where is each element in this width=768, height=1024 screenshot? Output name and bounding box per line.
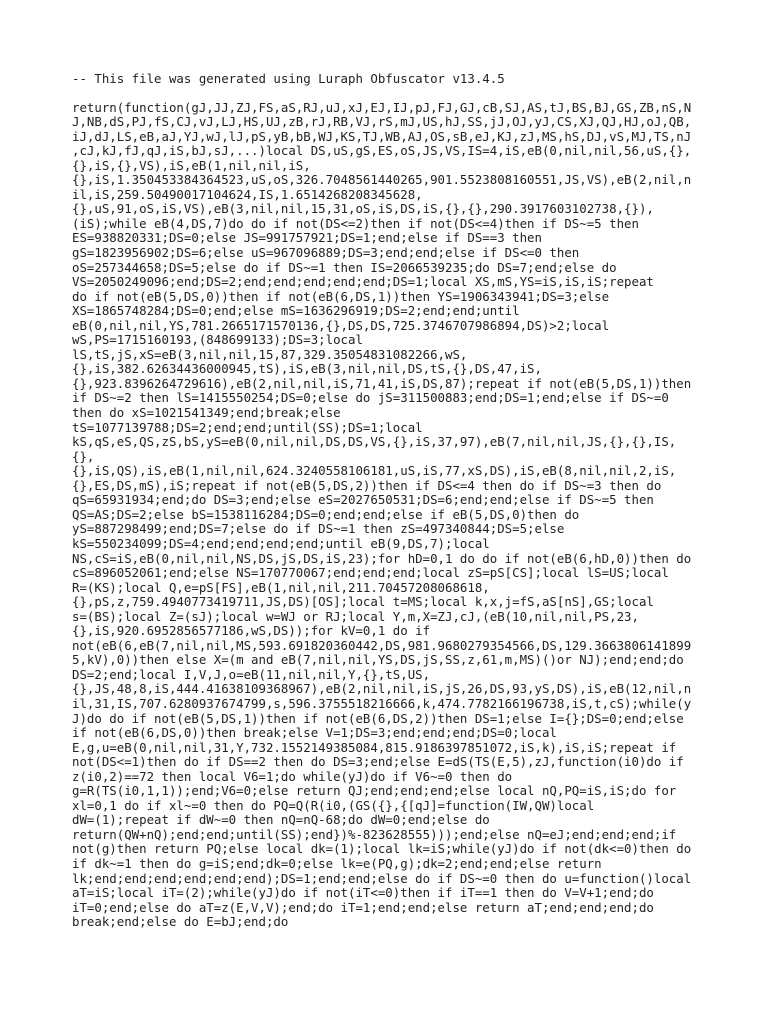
code-line: 5,kV),0))then else X=(m and eB(7,nil,nil,YS,DS,jS,SS,z,61,m,MS)()or NJ);end;end;do [72, 653, 684, 668]
code-line: kS,qS,eS,QS,zS,bS,yS=eB(0,nil,nil,DS,DS,VS,{},iS,37,97),eB(7,nil,nil,JS,{},{},IS, [72, 435, 677, 450]
code-line: {},iS,{},VS),iS,eB(1,nil,nil,iS, [72, 158, 311, 173]
code-line: eB(0,nil,nil,YS,781.2665171570136,{},DS,DS,725.3746707986894,DS)>2;local [72, 318, 610, 333]
code-line: iT=0;end;else do aT=z(E,V,V);end;do iT=1;end;end;else return aT;end;end;end;do [72, 900, 654, 915]
code-line: {},iS,QS),iS,eB(1,nil,nil,624.3240558106181,uS,iS,77,xS,DS),iS,eB(8,nil,nil,2,iS, [72, 464, 677, 479]
code-line: iJ,dJ,LS,eB,aJ,YJ,wJ,lJ,pS,yB,bB,WJ,KS,TJ,WB,AJ,OS,sB,eJ,KJ,zJ,MS,hS,DJ,vS,MJ,TS,nJ [72, 129, 692, 144]
code-line: do if not(eB(5,DS,0))then if not(eB(6,DS,1))then YS=1906343941;DS=3;else [72, 289, 610, 304]
code-line: {},uS,91,oS,iS,VS),eB(3,nil,nil,15,31,oS,iS,DS,iS,{},{},290.3917603102738,{}), [72, 202, 654, 217]
code-line: cS=896052061;end;else NS=170770067;end;end;end;local zS=pS[CS];local lS=US;local [72, 566, 669, 581]
code-line: if dk~=1 then do g=iS;end;dk=0;else lk=e(PQ,g);dk=2;end;end;else return [72, 856, 602, 871]
code-line: not(eB(6,eB(7,nil,nil,MS,593.691820360442,DS,981.9680279354566,DS,129.3663806141899 [72, 638, 692, 653]
code-line: {}, [72, 449, 95, 464]
code-line: NS,cS=iS,eB(0,nil,nil,NS,DS,jS,DS,iS,23);for hD=0,1 do do if not(eB(6,hD,0))then do [72, 551, 692, 566]
code-line: not(DS<=1)then do if DS==2 then do DS=3;end;else E=dS(TS(E,5),zJ,function(i0)do if [72, 755, 684, 770]
code-line: {},pS,z,759.4940773419711,JS,DS)[OS];local t=MS;local k,x,j=fS,aS[nS],GS;local [72, 595, 654, 610]
code-line: {},ES,DS,mS),iS;repeat if not(eB(5,DS,2))then if DS<=4 then do if DS~=3 then do [72, 478, 662, 493]
code-line: not(g)then return PQ;else local dk=(1);local lk=iS;while(yJ)do if not(dk<=0)then do [72, 842, 692, 857]
code-block [72, 101, 697, 930]
code-line: XS=1865748284;DS=0;end;else mS=1636296919;DS=2;end;end;until [72, 304, 520, 319]
code-line: J)do do if not(eB(5,DS,1))then if not(eB(6,DS,2))then DS=1;else I={};DS=0;end;else [72, 711, 684, 726]
document-page [72, 72, 697, 930]
code-line: {},iS,1.350453384364523,uS,oS,326.7048561440265,901.5523808160551,JS,VS),eB(2,nil,n [72, 173, 692, 188]
code-line: {},iS,920.6952856577186,wS,DS));for kV=0,1 do if [72, 624, 431, 639]
code-line: R=(KS);local Q,e=pS[FS],eB(1,nil,nil,211.70457208068618, [72, 580, 490, 595]
code-line: {},923.8396264729616),eB(2,nil,nil,iS,71,41,iS,DS,87);repeat if not(eB(5,DS,1))then [72, 376, 692, 391]
code-line: ,cJ,kJ,fJ,qJ,iS,bJ,sJ,...)local DS,uS,gS,ES,oS,JS,VS,IS=4,iS,eB(0,nil,nil,56,uS,{}, [72, 144, 692, 159]
code-line: return(function(gJ,JJ,ZJ,FS,aS,RJ,uJ,xJ,EJ,IJ,pJ,FJ,GJ,cB,SJ,AS,tJ,BS,BJ,GS,ZB,nS,N [72, 100, 692, 115]
code-line: dW=(1);repeat if dW~=0 then nQ=nQ-68;do dW=0;end;else do [72, 813, 490, 828]
code-line: wS,PS=1715160193,(848699133);DS=3;local [72, 333, 363, 348]
code-line: ES=938820331;DS=0;else JS=991757921;DS=1;end;else if DS==3 then [72, 231, 542, 246]
code-line: break;end;else do E=bJ;end;do [72, 915, 289, 930]
code-line: if not(eB(6,DS,0))then break;else V=1;DS=3;end;end;end;DS=0;local [72, 726, 557, 741]
code-line: il,iS,259.50490017104624,IS,1.6514268208345628, [72, 187, 423, 202]
code-line: xl=0,1 do if xl~=0 then do PQ=Q(R(i0,(GS({},{[qJ]=function(IW,QW)local [72, 798, 595, 813]
code-line: then do xS=1021541349;end;break;else [72, 406, 341, 421]
code-line: aT=iS;local iT=(2);while(yJ)do if not(iT<=0)then if iT==1 then do V=V+1;end;do [72, 886, 654, 901]
code-line: yS=887298499;end;DS=7;else do if DS~=1 then zS=497340844;DS=5;else [72, 522, 565, 537]
code-line: qS=65931934;end;do DS=3;end;else eS=2027650531;DS=6;end;end;else if DS~=5 then [72, 493, 654, 508]
file-header-comment: -- This file was generated using Luraph Obfuscator v13.4.5 [72, 71, 505, 86]
code-line: {},iS,382.62634436000945,tS),iS,eB(3,nil,nil,DS,tS,{},DS,47,iS, [72, 362, 542, 377]
code-line: lS,tS,jS,xS=eB(3,nil,nil,15,87,329.35054831082266,wS, [72, 347, 468, 362]
code-line: QS=AS;DS=2;else bS=1538116284;DS=0;end;end;else if eB(5,DS,0)then do [72, 507, 580, 522]
code-line: g=R(TS(i0,1,1));end;V6=0;else return QJ;end;end;end;else local nQ,PQ=iS,iS;do for [72, 784, 677, 799]
code-line: kS=550234099;DS=4;end;end;end;end;until eB(9,DS,7);local [72, 536, 490, 551]
code-line: (iS);while eB(4,DS,7)do do if not(DS<=2)then if not(DS<=4)then if DS~=5 then [72, 216, 639, 231]
code-line: tS=1077139788;DS=2;end;end;until(SS);DS=1;local [72, 420, 423, 435]
code-line: {},JS,48,8,iS,444.41638109368967),eB(2,nil,nil,iS,jS,26,DS,93,yS,DS),iS,eB(12,nil,n [72, 682, 692, 697]
code-line: oS=257344658;DS=5;else do if DS~=1 then IS=2066539235;do DS=7;end;else do [72, 260, 617, 275]
code-line: s=(BS);local Z=(sJ);local w=WJ or RJ;local Y,m,X=ZJ,cJ,(eB(10,nil,nil,PS,23, [72, 609, 639, 624]
code-line: if DS~=2 then lS=1415550254;DS=0;else do jS=311500883;end;DS=1;end;else if DS~=0 [72, 391, 669, 406]
code-line: DS=2;end;local I,V,J,o=eB(11,nil,nil,Y,{},tS,US, [72, 667, 431, 682]
code-line: return(QW+nQ);end;end;until(SS);end})%-823628555)));end;else nQ=eJ;end;end;end;if [72, 827, 677, 842]
code-line: z(i0,2)==72 then local V6=1;do while(yJ)do if V6~=0 then do [72, 769, 513, 784]
code-line: VS=2050249096;end;DS=2;end;end;end;end;end;DS=1;local XS,mS,YS=iS,iS,iS;repeat [72, 275, 654, 290]
code-line: J,NB,dS,PJ,fS,CJ,vJ,LJ,HS,UJ,zB,rJ,RB,VJ,rS,mJ,US,hJ,SS,jJ,OJ,yJ,CS,XJ,QJ,HJ,oJ,QB, [72, 115, 692, 130]
code-line: il,31,IS,707.6280937674799,s,596.3755518216666,k,474.7782166196738,iS,t,cS);while(y [72, 696, 692, 711]
code-line: lk;end;end;end;end;end;end);DS=1;end;end;else do if DS~=0 then do u=function()local [72, 871, 692, 886]
code-line: E,g,u=eB(0,nil,nil,31,Y,732.1552149385084,815.9186397851072,iS,k),iS,iS;repeat if [72, 740, 677, 755]
code-line: gS=1823956902;DS=6;else uS=967096889;DS=3;end;end;else if DS<=0 then [72, 246, 580, 261]
